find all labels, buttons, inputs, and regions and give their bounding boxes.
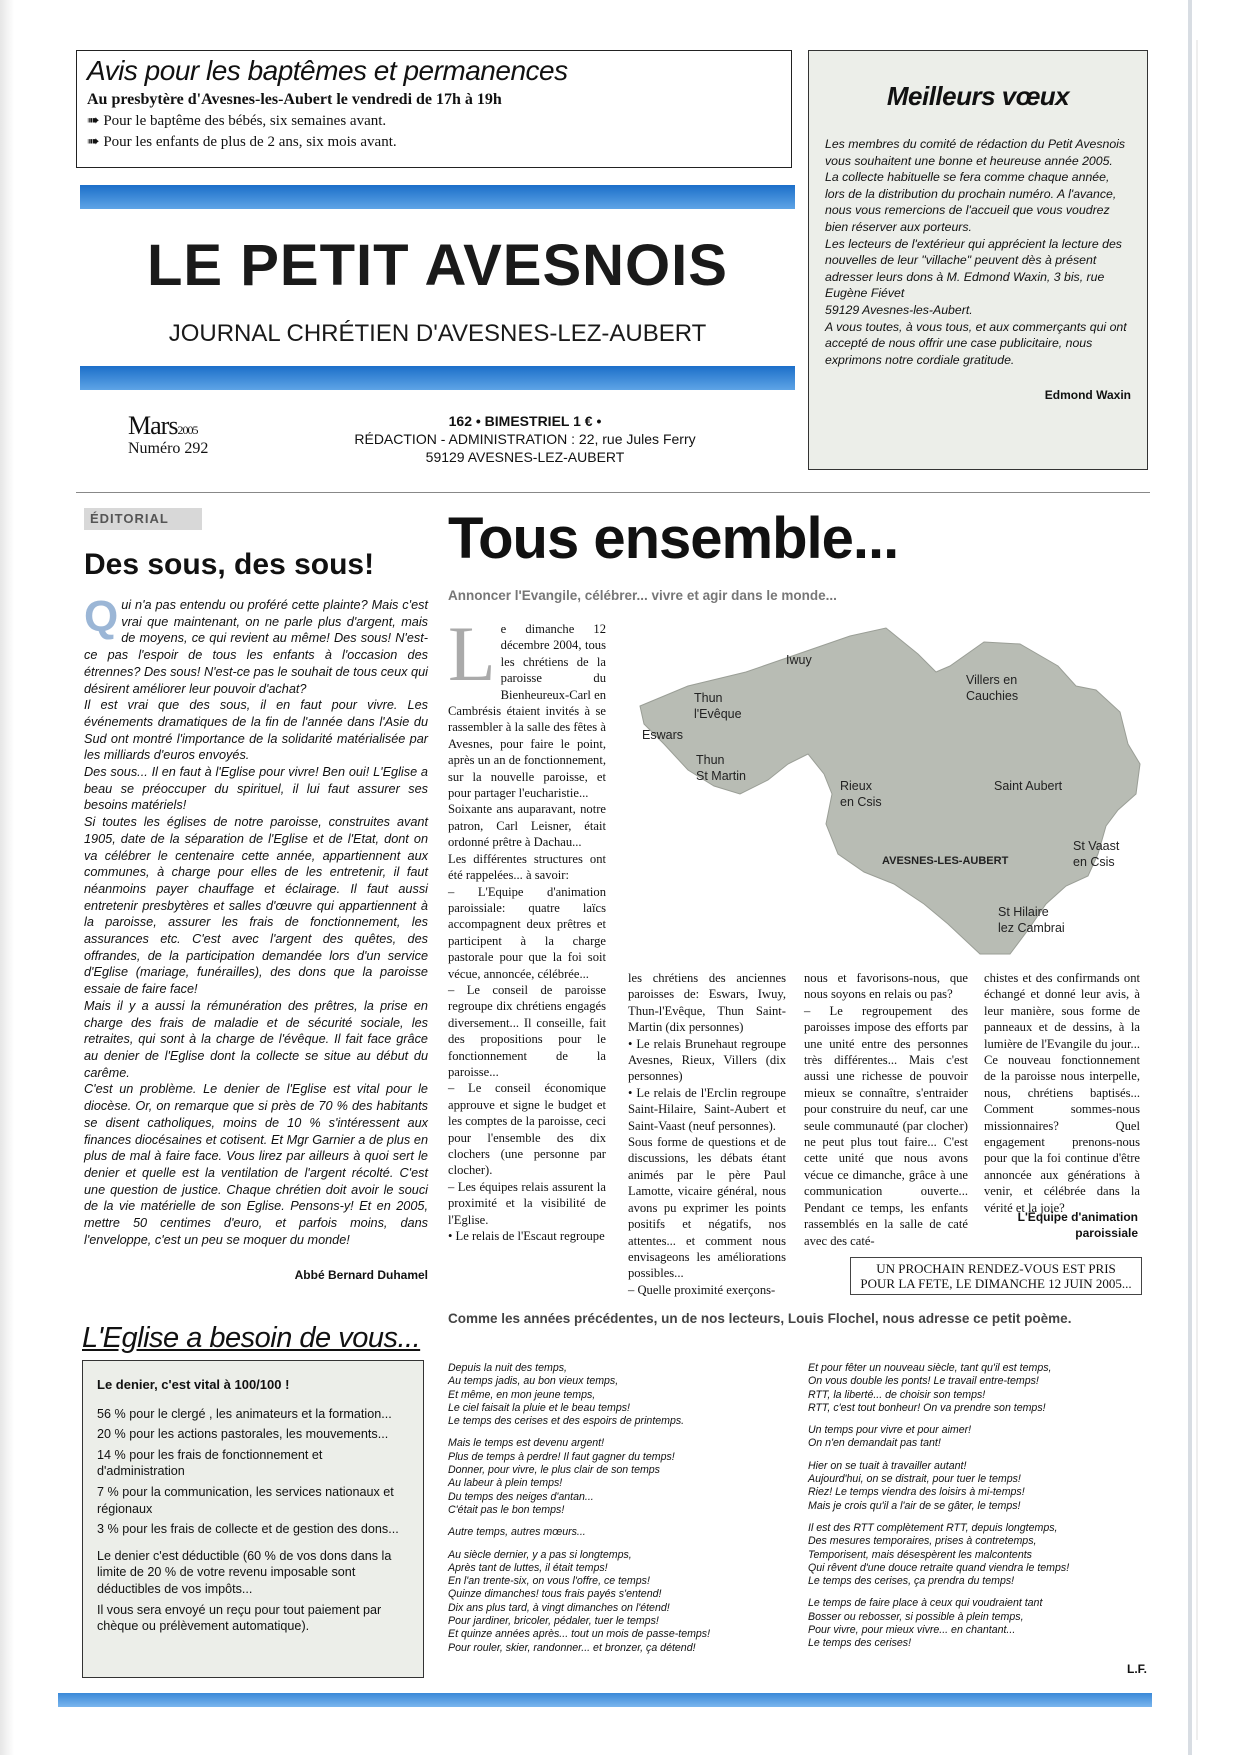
map-label-thun-e-1: Thun [694,691,723,705]
poem-stanza: Mais le temps est devenu argent! Plus de temps à perdre! Il faut gagner du temps! Donner, pour vivre, le plus clair de son temps Au labeur à plein temps! Du temps des neiges d'antan... C'était pas le bon temps! [448,1437,675,1516]
denier-box [82,1360,424,1678]
section-divider [76,492,1150,493]
masthead-bottom-bar [80,366,795,390]
issue-year: 2005 [177,423,198,437]
map-label-rieux-2: en Csis [840,795,882,809]
editorial-body: ui n'a pas entendu ou proféré cette plainte? Mais c'est vrai que maintenant, on ne parle plus d'argent, mais de moyens, ce qui revient au même! Des sous! N'est-ce pas l'espoir de tous les enfants à l'occasion des étrennes? Des sous! N'est-ce pas le souhait de tous ceux qui désirent améliorer leur pouvoir d'achat? Il est vrai que des sous, il en faut pour vivre. Les événements dramatiques de la fin de l'année dans l'Asie du Sud ont montré l'importance de la solidarité matérialisée par les milliards d'euros envoyés. Des sous... Il en faut à l'Eglise pour vivre! Ben oui! L'Eglise a beau se préoccuper du spirituel, il lui faut assurer ses besoins matériels! Si toutes les églises de notre paroisse, construites avant 1905, date de la séparation de l'Eglise et de l'Etat, dont on va célébrer le centenaire cette année, appartiennent aux communes, à charge pour elles de les entretenir, il faut néanmoins payer chauffage et éclairage. Il faut aussi entretenir presbytères et salles d'œuvre qui appartiennent à la paroisse, assurer les frais de fonctionnement, les assurances etc. C'est avec l'argent des quêtes, des offrandes, de la participation demandée lors d'un service d'Eglise (mariage, funérailles), des dons que la paroisse essaie de faire face! Mais il y a aussi la rémunération des prêtres, la prise en charge des frais de maladie et de sécurité sociale, les retraites, qui sont à la charge de l'évêque. Il fait face grâce au denier de l'Eglise dont la collecte se situe au début du carême. C'est un problème. Le denier de l'Eglise est vital pour le diocèse. Or, on remarque que si près de 70 % des habitants se disent catholiques, moins de 10 % s'intéressent aux finances diocésaines et cotisent. Et Mgr Garnier a de plus en plus de mal à faire face. Vous lirez par ailleurs à quoi sert le denier et quelle est la ventilation de l'argent récolté. C'est une question de justice. Chaque chrétien doit avoir le souci de la vie matérielle de son Eglise. Pensons-y! Et en 2005, mettre 50 centimes d'euro, et parfois moins, dans l'enveloppe, c'est un peu se moquer du monde! [84,598,428,1247]
denier-heading: L'Eglise a besoin de vous... [82,1322,421,1354]
map-label-avesnes: AVESNES-LES-AUBERT [882,855,1009,867]
editorial-text [84,592,428,1248]
scan-edge-right-line [1196,40,1198,1740]
denier-title: Le denier, c'est vital à 100/100 ! [97,1377,290,1392]
editorial-dropcap: Q [84,592,119,641]
map-label-hilaire-2: lez Cambrai [998,921,1065,935]
article-signature [990,1209,1138,1241]
article-signature-line1: L'Equipe d'animation [1017,1210,1138,1224]
denier-item: 7 % pour la communication, les services nationaux et régionaux [97,1484,394,1516]
editorial-tag: ÉDITORIAL [84,508,202,530]
article-column-2: les chrétiens des anciennes paroisses de: Eswars, Iwuy, Thun-l'Evêque, Thun Saint-Martin (dix personnes) • Le relais Brunehaut regroupe Avesnes, Rieux, Villers (dix personnes) • Le relais de l'Erclin regroupe Saint-Hilaire, Saint-Aubert et Saint-Vaast (neuf personnes). Sous forme de questions et de discussions, les débats étant animés par le père Paul Lamotte, vicaire général, nous avons pu exprimer les points positifs et négatifs, nos attentes... et comment nous envisageons les améliorations possibles... – Quelle proximité exerçons- [628,971,786,1297]
article-title: Tous ensemble... [448,506,899,571]
issue-price: 162 • BIMESTRIEL 1 € • [448,413,602,429]
poem-stanza: Il est des RTT complètement RTT, depuis longtemps, Des mesures temporaires, prises à contretemps, Temporisent, mais désespèrent les malcontents Qui rêvent d'une douce retraite quand viendra le temps! Le temps des cerises, ça prendra du temps! [808,1521,1070,1588]
rendez-vous-line2: POUR LA FETE, LE DIMANCHE 12 JUIN 2005... [860,1276,1132,1291]
issue-city: 59129 AVESNES-LEZ-AUBERT [425,449,625,465]
avis-line-enfants: ➠ Pour les enfants de plus de 2 ans, six mois avant. [87,134,397,150]
avis-line-bebes: ➠ Pour le baptême des bébés, six semaines avant. [87,113,387,129]
denier-item: 3 % pour les frais de collecte et de gestion des dons... [97,1522,399,1537]
voeux-box [808,50,1148,470]
avis-subtitle: Au presbytère d'Avesnes-les-Aubert le vendredi de 17h à 19h [87,91,502,108]
article-signature-line2: paroissiale [1075,1226,1138,1240]
issue-date [128,411,197,441]
map-label-hilaire-1: St Hilaire [998,905,1049,919]
poem-stanza: Depuis la nuit des temps, Au temps jadis, au bon vieux temps, Et même, en mon jeune temps, Le ciel faisait la pluie et le beau temps! Le temps des cerises et des espoirs de printemps. [448,1362,685,1428]
issue-number: Numéro 292 [128,440,209,457]
poem-stanza: Hier on se tuait à travailler autant! Aujourd'hui, on se distrait, pour tuer le temps! Riez! Le temps viendra des loisirs à mi-temps! Mais je crois qu'il a l'air de se gâter, le temps! [808,1459,1025,1512]
article-dropcap: L [448,610,496,697]
poem-stanza: Autre temps, autres mœurs... [448,1526,586,1539]
voeux-signature: Edmond Waxin [1044,388,1131,403]
issue-month: Mars [128,411,178,440]
denier-item: 14 % pour les frais de fonctionnement et d'administration [97,1447,323,1479]
poem-left-column [448,1362,778,1664]
poem-signature: L.F. [1127,1662,1147,1676]
article-col1-text: e dimanche 12 décembre 2004, tous les chrétiens de la paroisse du Bienheureux-Carl en Cambrésis étaient invités à se rassembler à la salle des fêtes à Avesnes, pour faire le point, après un an de fonctionnement, sur la nouvelle paroisse, et pour partager l'eucharistie... Soixante ans auparavant, notre patron, Carl Leisner, était ordonné prêtre à Dachau... Les différentes structures ont été rappelées... à savoir: – L'Equipe d'animation paroissiale: quatre laïcs accompagnent deux prêtres et participent à la charge pastorale pour que la foi soit vécue, annoncée, célébrée... – Le conseil de paroisse regroupe dix chrétiens engagés diversement... Il conseille, fait des propositions pour le fonctionnement de la paroisse... – Le conseil économique approuve et signe le budget et les comptes de la paroisse, ceci pour l'ensemble des dix clochers (une personne par clocher). – Les équipes relais assurent la proximité et la visibilité de l'Eglise. • Le relais de l'Escaut regroupe [448,622,606,1244]
poem-stanza: Le temps de faire place à ceux qui voudraient tant Bosser ou rebosser, si possible à plein temps, Pour vivre, pour mieux vivre... en chantant... Le temps des cerises! [808,1597,1043,1650]
voeux-text: Les membres du comité de rédaction du Petit Avesnois vous souhaitent une bonne et heureuse année 2005. La collecte habituelle se fera comme chaque année, lors de la distribution du prochain numéro. A l'avance, nous vous remercions de l'accueil que vous voudrez bien réserver aux porteurs. Les lecteurs de l'extérieur qui apprécient la lecture des nouvelles de leur "villache" peuvent dès à présent adresser leurs dons à M. Edmond Waxin, 3 bis, rue Eugène Fiévet 59129 Avesnes-les-Aubert. A vous toutes, à vous tous, et aux commerçants qui ont accepté de nous offrir une case publicitaire, nous exprimons notre cordiale gratitude. [825,137,1127,367]
map-label-villers-1: Villers en [966,673,1018,687]
denier-recu: Il vous sera envoyé un reçu pour tout paiement par chèque ou prélèvement automatique). [97,1602,382,1634]
avis-box [76,50,792,168]
rendez-vous-line1: UN PROCHAIN RENDEZ-VOUS EST PRIS [876,1261,1116,1276]
poem-stanza: Un temps pour vivre et pour aimer! On n'en demandait pas tant! [808,1424,972,1450]
map-label-thun-m-2: St Martin [696,769,747,783]
map-label-villers-2: Cauchies [966,689,1019,703]
map-label-rieux-1: Rieux [840,779,872,793]
map-label-vaast-2: en Csis [1073,855,1115,869]
issue-info [330,412,720,466]
scan-edge-right [1188,0,1192,1755]
masthead-subtitle: JOURNAL CHRÉTIEN D'AVESNES-LEZ-AUBERT [168,320,707,347]
voeux-title: Meilleurs vœux [886,81,1070,111]
map-label-thun-e-2: l'Evêque [694,707,742,721]
article-column-1 [448,610,606,1244]
article-subtitle: Annoncer l'Evangile, célébrer... vivre et agir dans le monde... [448,588,837,603]
parish-map [628,614,1158,969]
poem-intro: Comme les années précédentes, un de nos lecteurs, Louis Flochel, nous adresse ce petit poème. [448,1311,1072,1326]
article-column-4: chistes et des confirmands ont échangé et donné leur avis, à leur manière, sous forme de panneaux et de dessins, à la lumière de l'Evangile du jour... Ce nouveau fonctionnement de la paroisse nous interpelle, nous, chrétiens baptisés... Comment sommes-nous missionnaires? Quel engagement prenons-nous pour que la foi continue d'être annoncée aux générations à venir, et célébrée dans la vérité et la joie? [984,971,1140,1215]
editorial-title: Des sous, des sous! [84,548,375,581]
article-column-3: nous et favorisons-nous, que nous soyons en relais ou pas? – Le regroupement des paroisses impose des efforts par une unité entre des personnes très différentes... Mais c'est aussi une richesse de pouvoir mieux se connaître, s'entraider pour construire du neuf, car une seule communauté (par clocher) ne peut plus tout faire... C'est cette unité que nous avons vécue ce dimanche, grâce à une communication ouverte... Pendant ce temps, les enfants rassemblés en la salle de caté avec des caté- [804,971,968,1248]
denier-item: 56 % pour le clergé , les animateurs et la formation... [97,1406,392,1421]
map-label-iwuy: Iwuy [786,653,812,667]
avis-title: Avis pour les baptêmes et permanences [87,55,568,86]
poem-stanza: Et pour fêter un nouveau siècle, tant qu'il est temps, On vous double les ponts! Le travail entre-temps! RTT, la liberté... de choisir son temps! RTT, c'est tout bonheur! On va prendre son temps! [808,1362,1052,1414]
issue-address: RÉDACTION - ADMINISTRATION : 22, rue Jules Ferry [354,431,696,447]
masthead-title: LE PETIT AVESNOIS [147,233,728,298]
map-label-vaast-1: St Vaast [1073,839,1120,853]
map-label-saint-aubert: Saint Aubert [994,779,1063,793]
rendez-vous-box [850,1257,1142,1295]
poem-right-column [808,1362,1148,1660]
scan-edge-left [0,0,14,1755]
denier-deductible: Le denier c'est déductible (60 % de vos dons dans la limite de 20 % de votre revenu imposable sont déductibles de vos impôts... [97,1548,392,1596]
editorial-signature: Abbé Bernard Duhamel [294,1268,428,1282]
poem-stanza: Au siècle dernier, y a pas si longtemps, Après tant de luttes, il était temps! En l'an trente-six, on vous l'offre, ce temps! Quinze dimanches! tous frais payés s'entend! Dix ans plus tard, à vingt dimanches on l'étend! Pour jardiner, bricoler, pédaler, tuer le temps! Et quinze années après... tout un mois de passe-temps! Pour rouler, skier, randonner... et bronzer, ça détend! [448,1548,711,1654]
map-label-thun-m-1: Thun [696,753,725,767]
bottom-bar [58,1693,1152,1707]
map-shape [640,628,1140,954]
masthead-top-bar [80,185,795,209]
denier-item: 20 % pour les actions pastorales, les mouvements... [97,1427,389,1442]
map-label-eswars: Eswars [642,728,683,742]
